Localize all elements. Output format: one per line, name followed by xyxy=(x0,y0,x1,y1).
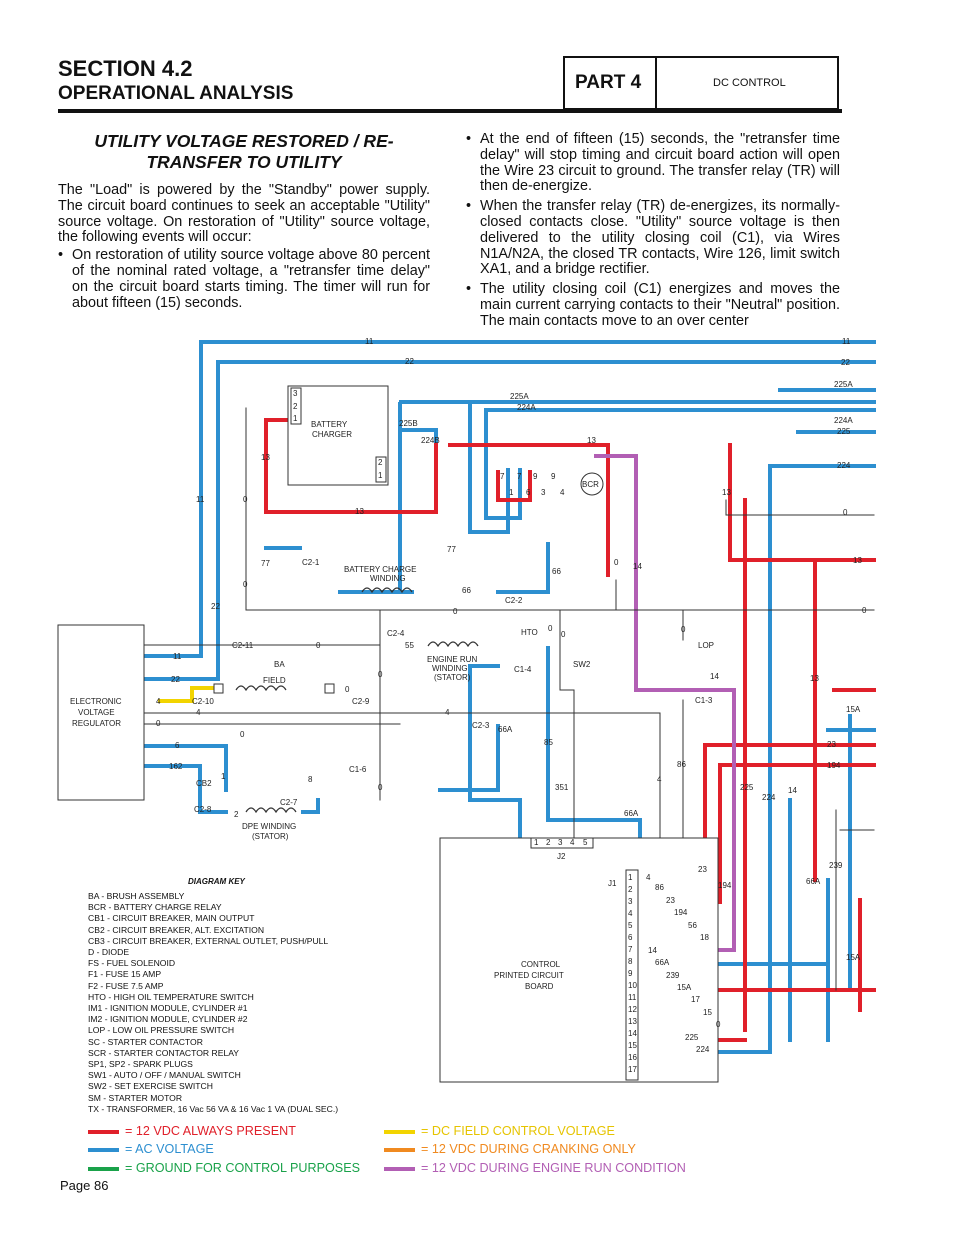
key-item: HTO - HIGH OIL TEMPERATURE SWITCH xyxy=(88,991,254,1002)
key-item: IM1 - IGNITION MODULE, CYLINDER #1 xyxy=(88,1003,248,1014)
wire-224a-right: 224A xyxy=(834,416,853,425)
svg-text:5: 5 xyxy=(583,838,588,847)
wire-0-i: 0 xyxy=(378,783,383,792)
key-item: IM2 - IGNITION MODULE, CYLINDER #2 xyxy=(88,1014,248,1025)
wire-14-j1: 14 xyxy=(648,946,657,955)
wire-14-b: 14 xyxy=(710,672,719,681)
wire-225a: 225A xyxy=(510,392,529,401)
wire-11-top: 11 xyxy=(365,337,374,346)
diagram-key-title: DIAGRAM KEY xyxy=(188,877,245,886)
svg-text:2: 2 xyxy=(628,885,633,894)
wire-7-b: 7 xyxy=(517,472,522,481)
wire-224a: 224A xyxy=(517,403,536,412)
svg-text:14: 14 xyxy=(628,1029,637,1038)
wire-15a-j1: 15A xyxy=(677,983,692,992)
ba-label: BA xyxy=(274,660,285,669)
legend-swatch xyxy=(88,1130,119,1134)
conn-c2-7: C2-7 xyxy=(280,798,298,807)
wire-22-evr: 22 xyxy=(171,675,180,684)
wire-8-dpe: 8 xyxy=(308,775,313,784)
svg-text:17: 17 xyxy=(628,1065,637,1074)
wire-194-j1: 194 xyxy=(674,908,688,917)
wire-225b: 225B xyxy=(399,419,418,428)
wire-0-e: 0 xyxy=(378,670,383,679)
wire-4-evr: 4 xyxy=(156,697,161,706)
right-bullet-2: • When the transfer relay (TR) de-energizes, its normally-closed contacts close. "Utility" source voltage is then delivered to the utility closing coil (C1), via Wires N1A/N2A, the closed TR contacts, Wire 126, limit switch XA1, and a bridge rectifier. xyxy=(466,199,840,278)
wire-4-d: 4 xyxy=(657,775,662,784)
wire-13-d: 13 xyxy=(722,488,731,497)
wire-225-a: 225 xyxy=(740,783,754,792)
battery-charger-label-2: CHARGER xyxy=(312,430,353,439)
wire-9-a: 9 xyxy=(533,472,538,481)
wire-194-b: 194 xyxy=(718,881,732,890)
dpe-label-1: DPE WINDING xyxy=(242,822,297,831)
wire-22-top: 22 xyxy=(405,357,414,366)
wire-66a-b: 66A xyxy=(624,809,639,818)
svg-text:3: 3 xyxy=(558,838,563,847)
engine-run-label-2: WINDING xyxy=(432,664,468,673)
wire-224-j1: 224 xyxy=(696,1045,710,1054)
control-board-label-2: PRINTED CIRCUIT xyxy=(494,971,564,980)
wire-162: 162 xyxy=(169,762,183,771)
evr-label-1: ELECTRONIC xyxy=(70,697,122,706)
wire-13-f: 13 xyxy=(810,674,819,683)
wire-4-c: 4 xyxy=(445,708,450,717)
section-number: SECTION 4.2 xyxy=(58,56,193,81)
brush-left xyxy=(214,684,223,693)
wire-66-b: 66 xyxy=(552,567,561,576)
legend-label: = GROUND FOR CONTROL PURPOSES xyxy=(125,1161,360,1175)
cb2-label: CB2 xyxy=(196,779,212,788)
key-item: SW2 - SET EXERCISE SWITCH xyxy=(88,1081,213,1092)
wire-77-a: 77 xyxy=(261,559,270,568)
key-item: SW1 - AUTO / OFF / MANUAL SWITCH xyxy=(88,1070,241,1081)
wire-0-j: 0 xyxy=(548,624,553,633)
key-item: BCR - BATTERY CHARGE RELAY xyxy=(88,902,222,913)
key-item: CB3 - CIRCUIT BREAKER, EXTERNAL OUTLET, PUSH/PULL xyxy=(88,935,329,946)
hto-label: HTO xyxy=(521,628,538,637)
wire-0-j1: 0 xyxy=(716,1020,721,1029)
charger-pin-2: 2 xyxy=(293,402,298,411)
wire-13-c: 13 xyxy=(355,507,364,516)
svg-text:8: 8 xyxy=(628,957,633,966)
wire-6: 6 xyxy=(175,741,180,750)
wire-224-a: 224 xyxy=(762,793,776,802)
wire-351: 351 xyxy=(555,783,569,792)
legend-label: = 12 VDC ALWAYS PRESENT xyxy=(125,1124,296,1138)
wire-23-a: 23 xyxy=(827,740,836,749)
wire-56-j1: 56 xyxy=(688,921,697,930)
field-label: FIELD xyxy=(263,676,286,685)
part-number: PART 4 xyxy=(575,72,642,93)
wire-13-e: 13 xyxy=(853,556,862,565)
conn-c1-6: C1-6 xyxy=(349,765,367,774)
wire-224b: 224B xyxy=(421,436,440,445)
wire-17-j1: 17 xyxy=(691,995,700,1004)
svg-text:4: 4 xyxy=(628,909,633,918)
svg-text:11: 11 xyxy=(628,993,637,1002)
dpe-winding-coil xyxy=(246,808,296,812)
wire-85: 85 xyxy=(544,738,553,747)
wire-55: 55 xyxy=(405,641,414,650)
conn-c1-3: C1-3 xyxy=(695,696,713,705)
wire-4-b: 4 xyxy=(196,708,201,717)
wire-0-m: 0 xyxy=(681,625,686,634)
svg-text:2: 2 xyxy=(546,838,551,847)
evr-label-3: REGULATOR xyxy=(72,719,122,728)
svg-text:1: 1 xyxy=(534,838,539,847)
legend-label: = 12 VDC DURING ENGINE RUN CONDITION xyxy=(421,1161,686,1175)
wire-11-right: 11 xyxy=(842,337,851,346)
wire-11-evr: 11 xyxy=(173,652,182,661)
key-item: BA - BRUSH ASSEMBLY xyxy=(88,891,185,901)
wire-4-j1: 4 xyxy=(646,873,651,882)
key-item: SP1, SP2 - SPARK PLUGS xyxy=(88,1059,193,1070)
wire-0-d: 0 xyxy=(316,641,321,650)
svg-text:15: 15 xyxy=(628,1041,637,1050)
wire-3-bcr: 3 xyxy=(541,488,546,497)
svg-text:12: 12 xyxy=(628,1005,637,1014)
charger-pin-1: 1 xyxy=(293,414,298,423)
svg-text:1: 1 xyxy=(628,873,633,882)
key-item: LOP - LOW OIL PRESSURE SWITCH xyxy=(88,1025,235,1036)
svg-text:3: 3 xyxy=(628,897,633,906)
wire-15-j1: 15 xyxy=(703,1008,712,1017)
bcr-label: BCR xyxy=(582,480,599,489)
conn-c2-11: C2-11 xyxy=(232,641,254,650)
wire-77-b: 77 xyxy=(447,545,456,554)
legend-item-cranking xyxy=(384,1142,636,1156)
svg-text:10: 10 xyxy=(628,981,637,990)
charger-pin-1b: 1 xyxy=(378,471,383,480)
legend-item-dc-always xyxy=(88,1124,296,1138)
wire-0-g: 0 xyxy=(240,730,245,739)
wire-22-vert: 22 xyxy=(211,602,220,611)
conn-c1-4: C1-4 xyxy=(514,665,532,674)
wire-224-right: 224 xyxy=(837,461,851,470)
wire-239-j1: 239 xyxy=(666,971,680,980)
wire-7-a: 7 xyxy=(500,472,505,481)
svg-text:5: 5 xyxy=(628,921,633,930)
wire-225a-right: 225A xyxy=(834,380,853,389)
j2-label: J2 xyxy=(557,852,566,861)
control-board-label-1: CONTROL xyxy=(521,960,561,969)
brush-right xyxy=(325,684,334,693)
dpe-label-2: (STATOR) xyxy=(252,832,289,841)
wire-14-a: 14 xyxy=(633,562,642,571)
wire-23-b: 23 xyxy=(698,865,707,874)
svg-text:9: 9 xyxy=(628,969,633,978)
legend-label: = 12 VDC DURING CRANKING ONLY xyxy=(421,1142,636,1156)
wire-0-a: 0 xyxy=(243,495,248,504)
right-bullet-1: • At the end of fifteen (15) seconds, the "retransfer time delay" will stop timing and circuit board action will open the Wire 23 circuit to ground. The transfer relay (TR) will then de-energize. xyxy=(466,132,840,195)
legend-label: = DC FIELD CONTROL VOLTAGE xyxy=(421,1124,615,1138)
legend-swatch xyxy=(88,1167,119,1171)
wire-15a-a: 15A xyxy=(846,705,861,714)
legend-item-dc-field xyxy=(384,1124,615,1138)
control-board-box xyxy=(440,838,718,1082)
j1-label: J1 xyxy=(608,879,617,888)
conn-c2-8: C2-8 xyxy=(194,805,212,814)
wire-225-right: 225 xyxy=(837,427,851,436)
wire-0-k: 0 xyxy=(561,630,566,639)
legend-swatch xyxy=(384,1130,415,1134)
wire-225-j1: 225 xyxy=(685,1033,699,1042)
charger-pin-3: 3 xyxy=(293,389,298,398)
key-item: F2 - FUSE 7.5 AMP xyxy=(88,980,164,991)
legend-swatch xyxy=(384,1167,415,1171)
key-item: SCR - STARTER CONTACTOR RELAY xyxy=(88,1047,240,1058)
legend-item-ac xyxy=(88,1142,214,1156)
wire-13-b: 13 xyxy=(261,453,270,462)
key-item: SC - STARTER CONTACTOR xyxy=(88,1036,203,1047)
page-number: Page 86 xyxy=(60,1178,109,1193)
wire-0-f: 0 xyxy=(156,719,161,728)
conn-c2-1: C2-1 xyxy=(302,558,320,567)
legend-swatch xyxy=(88,1148,119,1152)
diagram-key-list xyxy=(88,891,338,1115)
sw2-label: SW2 xyxy=(573,660,591,669)
evr-label-2: VOLTAGE xyxy=(78,708,115,717)
wire-66a-c: 66A xyxy=(806,877,821,886)
legend-item-engine-run xyxy=(384,1161,686,1175)
wire-86-j1: 86 xyxy=(655,883,664,892)
wire-66a-a: 66A xyxy=(498,725,513,734)
svg-text:6: 6 xyxy=(628,933,633,942)
wire-4-bcr: 4 xyxy=(560,488,565,497)
svg-text:4: 4 xyxy=(570,838,575,847)
wire-66a-j1: 66A xyxy=(655,958,670,967)
field-coil xyxy=(236,686,286,690)
left-bullet-1: • On restoration of utility source voltage above 80 percent of the nominal rated voltage, a "retransfer time delay" on the circuit board starts timing. The timer will run for about fifteen (15) seconds. xyxy=(58,248,430,311)
battery-charge-winding-label-2: WINDING xyxy=(370,574,406,583)
section-subtitle: OPERATIONAL ANALYSIS xyxy=(58,83,294,104)
conn-c2-2: C2-2 xyxy=(505,596,523,605)
wire-6-bcr: 6 xyxy=(526,488,531,497)
conn-c2-9: C2-9 xyxy=(352,697,370,706)
svg-text:7: 7 xyxy=(628,945,633,954)
wire-18-j1: 18 xyxy=(700,933,709,942)
engine-run-label-1: ENGINE RUN xyxy=(427,655,478,664)
wire-1-cb2: 1 xyxy=(221,772,226,781)
intro-paragraph: The "Load" is powered by the "Standby" power supply. The circuit board continues to seek an acceptable "Utility" source voltage. On restoration of "Utility" source voltage, the following events will occur: xyxy=(58,182,430,246)
wire-0-b: 0 xyxy=(243,580,248,589)
lop-label: LOP xyxy=(698,641,715,650)
engine-run-label-3: (STATOR) xyxy=(434,673,471,682)
battery-charger-label-1: BATTERY xyxy=(311,420,348,429)
part-title: DC CONTROL xyxy=(713,77,786,89)
svg-text:13: 13 xyxy=(628,1017,637,1026)
conn-c2-4: C2-4 xyxy=(387,629,405,638)
key-item: F1 - FUSE 15 AMP xyxy=(88,969,162,980)
wire-13-a: 13 xyxy=(587,436,596,445)
legend-item-ground xyxy=(88,1161,360,1175)
wire-11-vert: 11 xyxy=(196,495,205,504)
right-bullet-3: • The utility closing coil (C1) energizes and moves the main current carrying contacts to their "Neutral" position. The main contacts move to an over center xyxy=(466,282,840,329)
conn-c2-10: C2-10 xyxy=(192,697,214,706)
wire-1-bcr: 1 xyxy=(509,488,514,497)
wire-23-j1: 23 xyxy=(666,896,675,905)
key-item: CB2 - CIRCUIT BREAKER, ALT. EXCITATION xyxy=(88,924,265,935)
battery-charge-winding-label-1: BATTERY CHARGE xyxy=(344,565,417,574)
svg-text:16: 16 xyxy=(628,1053,637,1062)
wire-239-a: 239 xyxy=(829,861,843,870)
legend-label: = AC VOLTAGE xyxy=(125,1142,214,1156)
wire-14-c: 14 xyxy=(788,786,797,795)
wire-0-h: 0 xyxy=(345,685,350,694)
wire-0-n: 0 xyxy=(843,508,848,517)
legend-swatch xyxy=(384,1148,415,1152)
wire-0-c: 0 xyxy=(453,607,458,616)
wire-15a-b: 15A xyxy=(846,953,861,962)
charger-pin-2b: 2 xyxy=(378,458,383,467)
wire-0-l: 0 xyxy=(614,558,619,567)
key-item: TX - TRANSFORMER, 16 Vac 56 VA & 16 Vac 1 VA (DUAL SEC.) xyxy=(88,1103,339,1114)
wire-0-o: 0 xyxy=(862,606,867,615)
wire-2-cb2: 2 xyxy=(234,810,239,819)
key-item: D - DIODE xyxy=(88,947,130,958)
engine-run-winding-coil xyxy=(428,642,478,646)
section-heading: UTILITY VOLTAGE RESTORED / RE-TRANSFER TO UTILITY xyxy=(94,131,394,172)
conn-c2-3: C2-3 xyxy=(472,721,490,730)
wire-9-b: 9 xyxy=(551,472,556,481)
key-item: SM - STARTER MOTOR xyxy=(88,1092,183,1103)
wire-22-right: 22 xyxy=(841,358,850,367)
control-board-label-3: BOARD xyxy=(525,982,554,991)
key-item: CB1 - CIRCUIT BREAKER, MAIN OUTPUT xyxy=(88,913,255,924)
wire-66-a: 66 xyxy=(462,586,471,595)
wire-194-a: 194 xyxy=(827,761,841,770)
key-item: FS - FUEL SOLENOID xyxy=(88,958,176,969)
wire-86-a: 86 xyxy=(677,760,686,769)
